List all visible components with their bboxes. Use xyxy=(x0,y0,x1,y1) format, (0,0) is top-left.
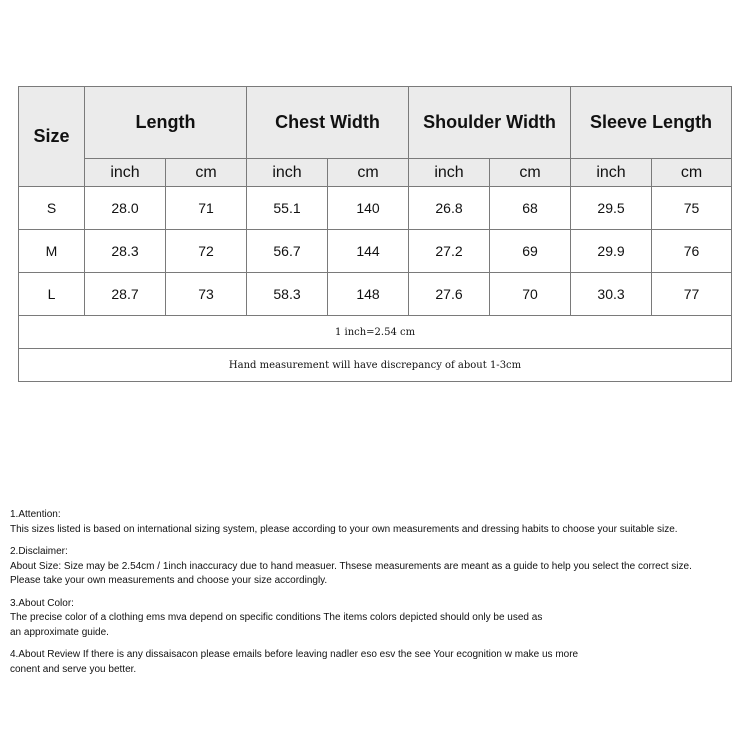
unit-cell: cm xyxy=(166,159,247,187)
value-cell: 29.5 xyxy=(571,187,652,230)
value-cell: 148 xyxy=(328,273,409,316)
unit-cell: inch xyxy=(247,159,328,187)
value-cell: 58.3 xyxy=(247,273,328,316)
color-text: The precise color of a clothing ems mva depend on specific conditions The items colors depicted should only be used as xyxy=(10,612,543,623)
measurement-note: Hand measurement will have discrepancy of about 1-3cm xyxy=(19,349,732,382)
value-cell: 26.8 xyxy=(409,187,490,230)
color-text: an approximate guide. xyxy=(10,626,109,638)
conversion-note: 1 inch=2.54 cm xyxy=(19,316,732,349)
size-cell: M xyxy=(19,230,85,273)
value-cell: 68 xyxy=(490,187,571,230)
header-sleeve-length: Sleeve Length xyxy=(571,87,732,159)
review-text: conent and serve you better. xyxy=(10,663,137,675)
header-chest-width: Chest Width xyxy=(247,87,409,159)
size-chart-table xyxy=(18,86,732,382)
table-row xyxy=(19,187,732,230)
review-note xyxy=(10,648,740,677)
value-cell: 56.7 xyxy=(247,230,328,273)
value-cell: 72 xyxy=(166,230,247,273)
size-cell: L xyxy=(19,273,85,316)
value-cell: 77 xyxy=(652,273,732,316)
value-cell: 30.3 xyxy=(571,273,652,316)
disclaimer-text: About Size: Size may be 2.54cm / 1inch inaccuracy due to hand measuer. Thsese measurements are meant as a guide to help you select the correct size. xyxy=(10,560,692,572)
value-cell: 70 xyxy=(490,273,571,316)
value-cell: 28.3 xyxy=(85,230,166,273)
attention-note xyxy=(10,508,740,537)
value-cell: 76 xyxy=(652,230,732,273)
value-cell: 27.2 xyxy=(409,230,490,273)
attention-title: 1.Attention: xyxy=(10,509,61,520)
color-note xyxy=(10,597,740,641)
table-row xyxy=(19,273,732,316)
header-length: Length xyxy=(85,87,247,159)
notes-section xyxy=(10,508,740,685)
value-cell: 55.1 xyxy=(247,187,328,230)
value-cell: 28.0 xyxy=(85,187,166,230)
header-row xyxy=(19,87,732,159)
value-cell: 73 xyxy=(166,273,247,316)
unit-cell: inch xyxy=(85,159,166,187)
value-cell: 27.6 xyxy=(409,273,490,316)
attention-text: This sizes listed is based on international sizing system, please according to your own measurements and dressing habits to choose your suitable size. xyxy=(10,523,678,535)
value-cell: 29.9 xyxy=(571,230,652,273)
table-row xyxy=(19,230,732,273)
disclaimer-title: 2.Disclaimer: xyxy=(10,546,68,557)
value-cell: 28.7 xyxy=(85,273,166,316)
review-text: 4.About Review If there is any dissaisacon please emails before leaving nadler eso esv the see Your ecognition w make us more xyxy=(10,649,579,660)
value-cell: 69 xyxy=(490,230,571,273)
conversion-note-row xyxy=(19,316,732,349)
size-cell: S xyxy=(19,187,85,230)
disclaimer-note xyxy=(10,545,740,589)
header-shoulder-width: Shoulder Width xyxy=(409,87,571,159)
header-size: Size xyxy=(19,87,85,187)
unit-cell: cm xyxy=(490,159,571,187)
value-cell: 71 xyxy=(166,187,247,230)
value-cell: 140 xyxy=(328,187,409,230)
value-cell: 75 xyxy=(652,187,732,230)
measurement-note-row xyxy=(19,349,732,382)
color-title: 3.About Color: xyxy=(10,597,74,609)
unit-row xyxy=(19,159,732,187)
unit-cell: inch xyxy=(409,159,490,187)
unit-cell: cm xyxy=(328,159,409,187)
unit-cell: inch xyxy=(571,159,652,187)
value-cell: 144 xyxy=(328,230,409,273)
disclaimer-text: Please take your own measurements and choose your size accordingly. xyxy=(10,575,328,586)
unit-cell: cm xyxy=(652,159,732,187)
